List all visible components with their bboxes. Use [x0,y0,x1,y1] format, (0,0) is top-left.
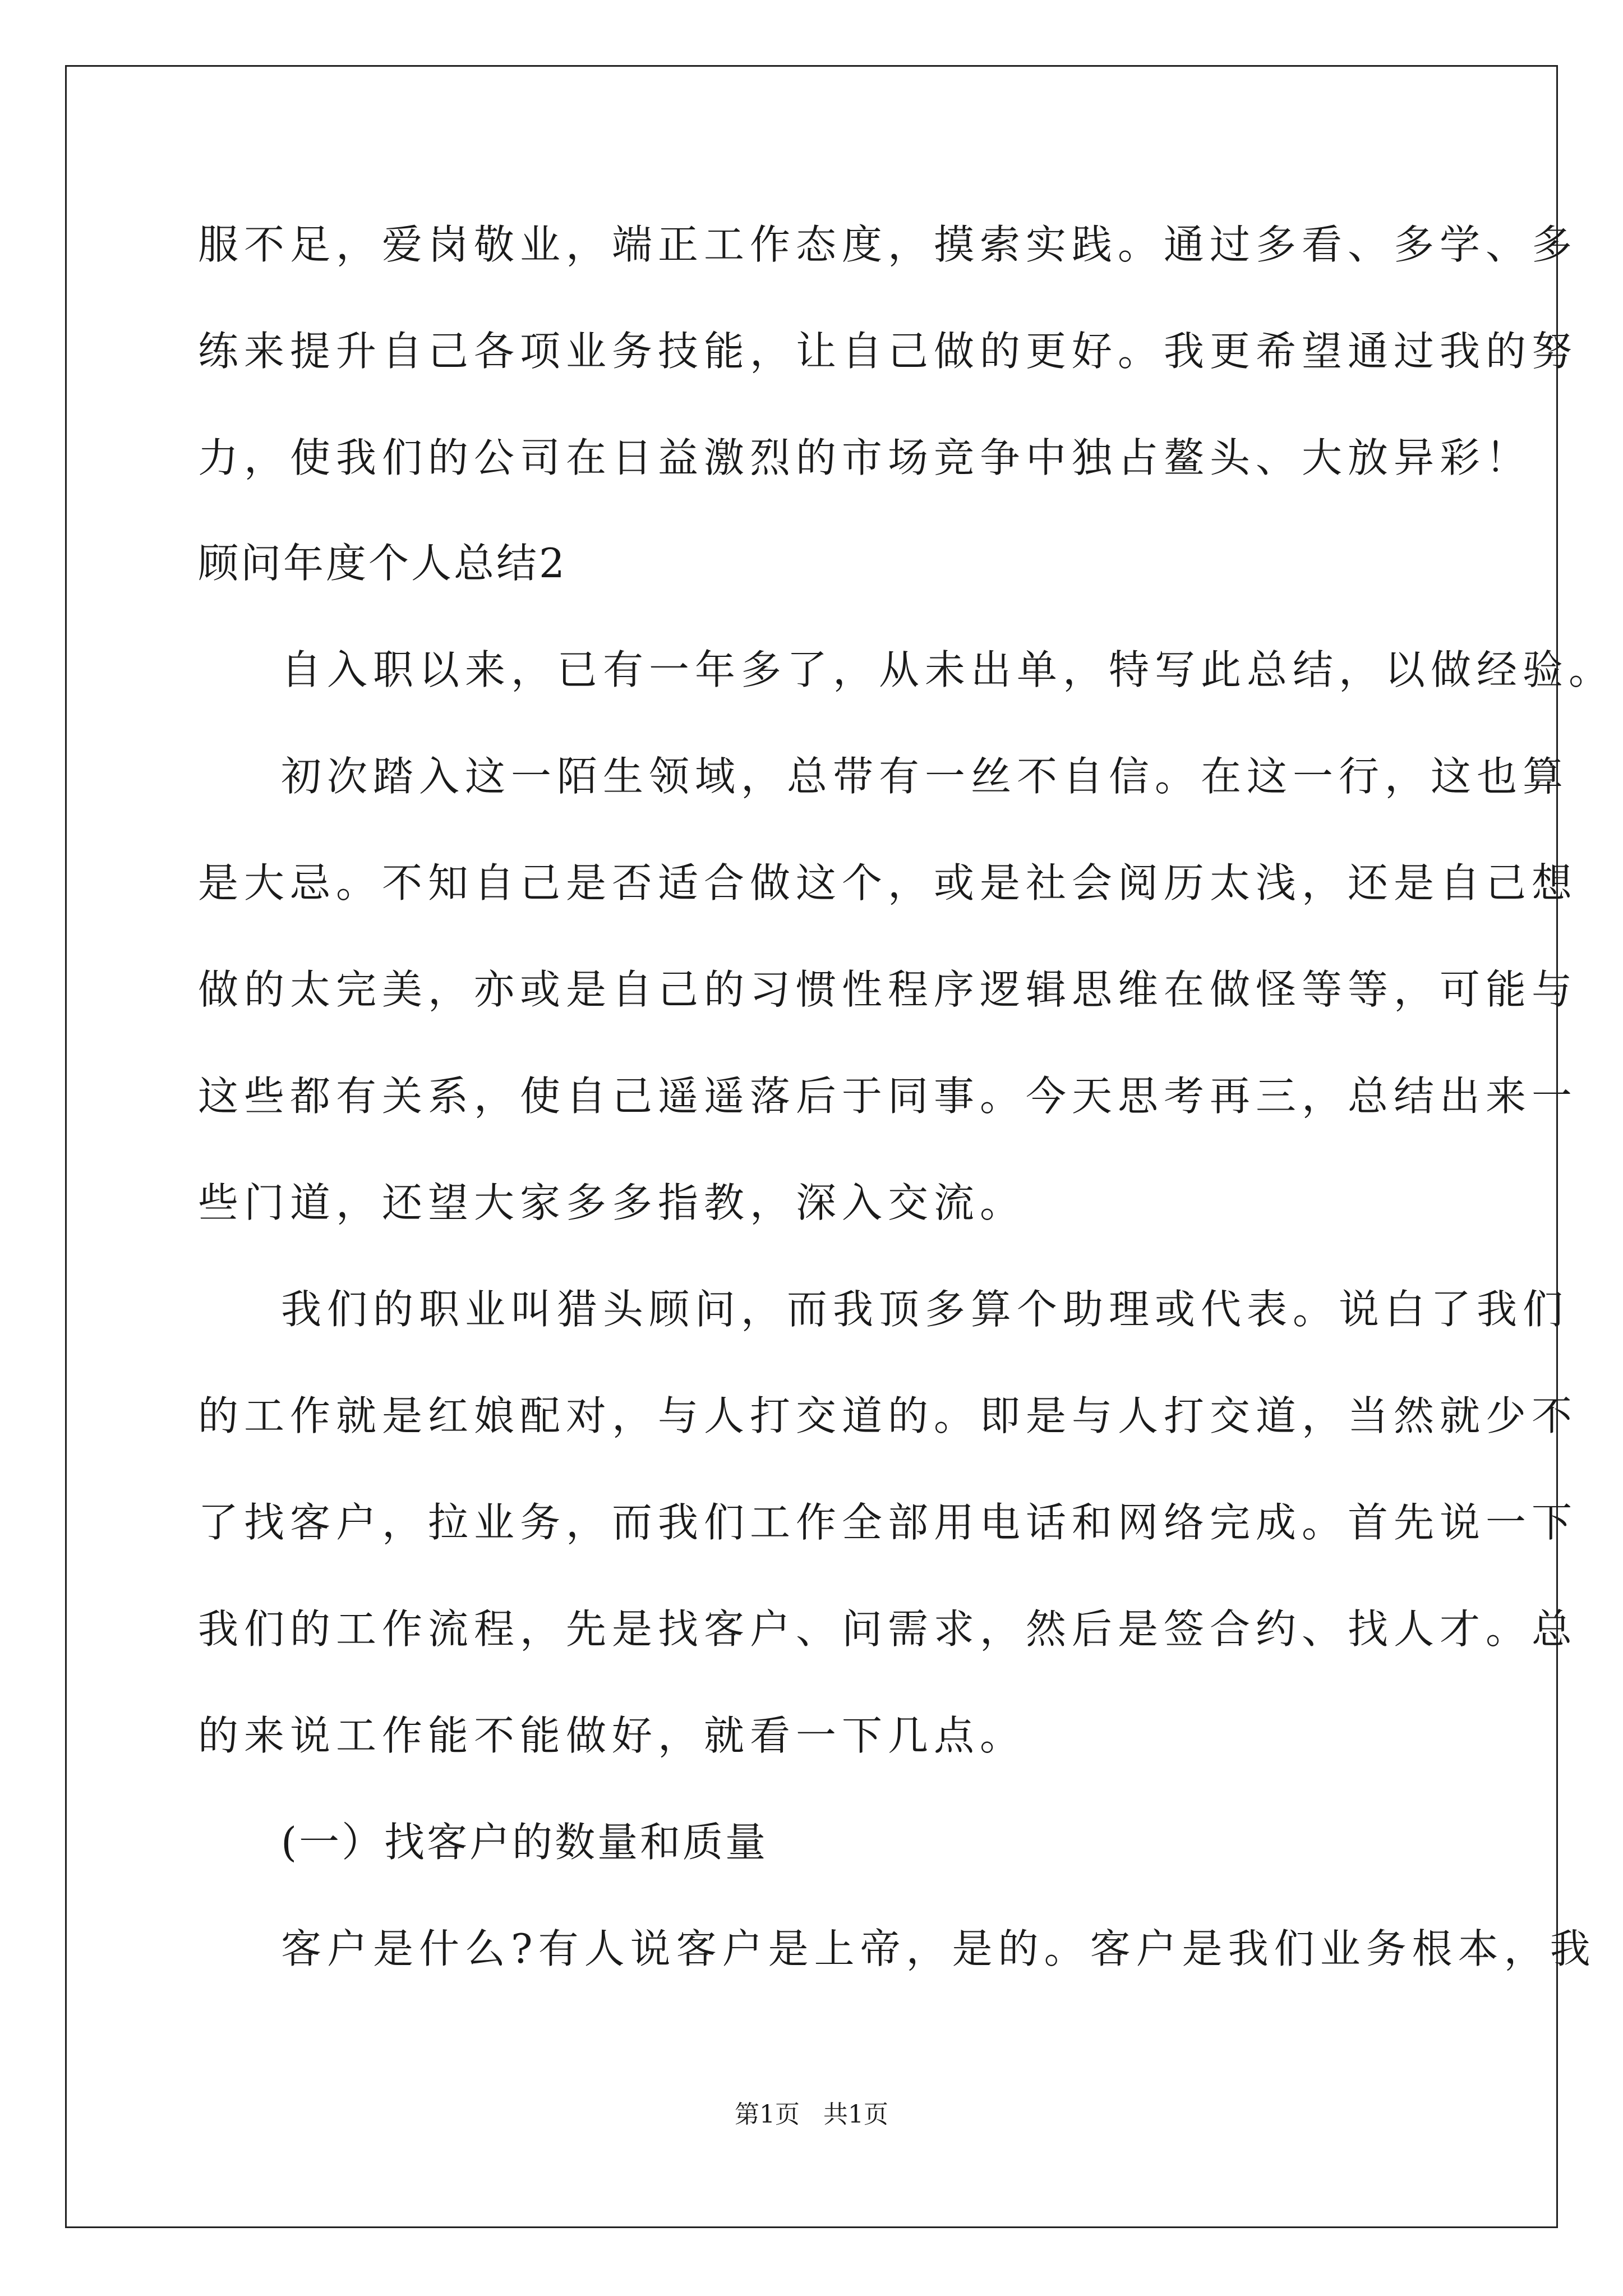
paragraph-first-line: 客户是什么?有人说客户是上帝，是的。客户是我们业务根本，我 [281,1925,1596,1972]
text-line: 了找客户，拉业务，而我们工作全部用电话和网络完成。首先说一下 [198,1499,1578,1546]
text-line: 这些都有关系，使自己遥遥落后于同事。今天思考再三，总结出来一 [198,1073,1578,1120]
text-line: 服不足，爱岗敬业，端正工作态度，摸索实践。通过多看、多学、多 [198,221,1578,268]
subsection-heading: (一）找客户的数量和质量 [281,1819,768,1866]
text-line: 练来提升自己各项业务技能，让自己做的更好。我更希望通过我的努 [198,328,1578,375]
text-line: 是大忌。不知自己是否适合做这个，或是社会阅历太浅，还是自己想 [198,859,1578,907]
paragraph-first-line: 自入职以来，已有一年多了，从未出单，特写此总结，以做经验。 [281,646,1615,693]
text-line: 的来说工作能不能做好，就看一下几点。 [198,1712,1026,1759]
text-line: 的工作就是红娘配对，与人打交道的。即是与人打交道，当然就少不 [198,1392,1578,1439]
section-heading: 顾问年度个人总结2 [198,540,567,587]
text-line: 做的太完美，亦或是自己的习惯性程序逻辑思维在做怪等等，可能与 [198,966,1578,1013]
page-border [65,65,1558,2228]
paragraph-first-line: 初次踏入这一陌生领域，总带有一丝不自信。在这一行，这也算 [281,753,1569,800]
paragraph-first-line: 我们的职业叫猎头顾问，而我顶多算个助理或代表。说白了我们 [281,1286,1569,1333]
page-number-footer: 第1页 共1页 [735,2100,888,2129]
text-line: 我们的工作流程，先是找客户、问需求，然后是签合约、找人才。总 [198,1605,1578,1653]
text-line: 力，使我们的公司在日益激烈的市场竞争中独占鳌头、大放异彩！ [198,434,1532,481]
text-line: 些门道，还望大家多多指教，深入交流。 [198,1179,1026,1226]
